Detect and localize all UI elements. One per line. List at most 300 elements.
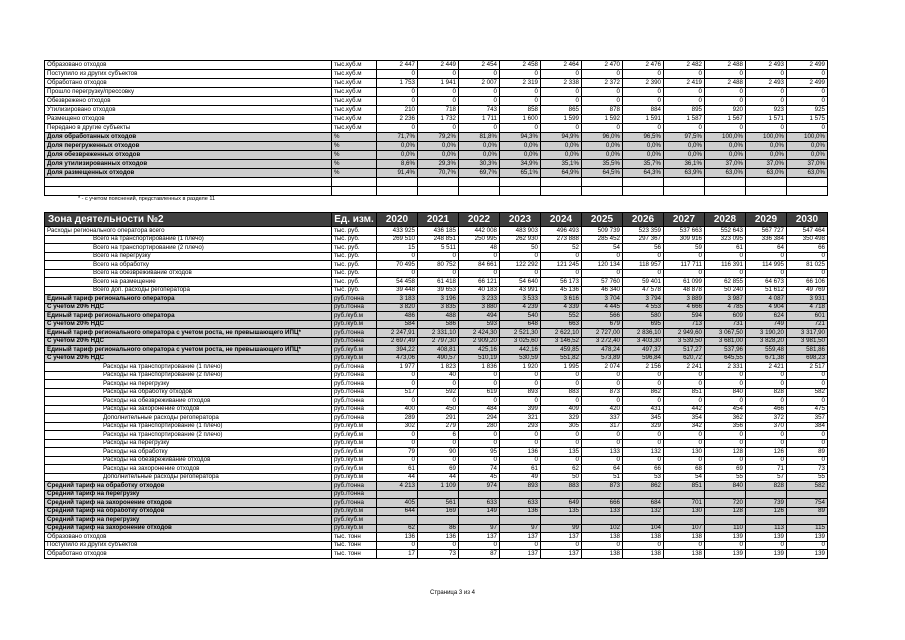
table-cell: 0 bbox=[500, 397, 541, 406]
table-cell: 0 bbox=[418, 97, 459, 106]
table-cell: 0 bbox=[705, 431, 746, 440]
table-cell: 645,55 bbox=[705, 354, 746, 363]
table-cell: 862 bbox=[623, 482, 664, 491]
table-cell: 62 bbox=[377, 524, 418, 533]
table-cell: 61 bbox=[377, 465, 418, 474]
table-cell: 37,0% bbox=[705, 160, 746, 169]
row-unit: руб./куб.м bbox=[332, 320, 377, 329]
table-cell: 3 533 bbox=[500, 295, 541, 304]
table-cell: 431 bbox=[623, 405, 664, 414]
table-cell: 73 bbox=[787, 465, 828, 474]
table-cell: 3 539,50 bbox=[664, 337, 705, 346]
table-row bbox=[45, 346, 828, 355]
table-cell: 137 bbox=[541, 533, 582, 542]
table-cell: 0 bbox=[582, 456, 623, 465]
table-cell: 878 bbox=[582, 106, 623, 115]
table-cell: 0 bbox=[459, 439, 500, 448]
table-cell: 0,0% bbox=[459, 151, 500, 160]
table-cell: 89 bbox=[787, 507, 828, 516]
row-label: Средний тариф на захоронение отходов bbox=[45, 524, 332, 533]
table-cell: 1 571 bbox=[746, 115, 787, 124]
table-cell: 0 bbox=[500, 380, 541, 389]
table-row bbox=[45, 286, 828, 295]
table-cell: 3 196 bbox=[418, 295, 459, 304]
table-cell: 62 855 bbox=[705, 278, 746, 287]
table-cell: 2 464 bbox=[541, 61, 582, 70]
table-cell bbox=[377, 187, 418, 196]
row-label bbox=[45, 178, 332, 187]
table-cell: 2 331 bbox=[705, 363, 746, 372]
table-row bbox=[45, 178, 828, 187]
table-cell: 4 239 bbox=[500, 303, 541, 312]
table-cell: 0 bbox=[377, 252, 418, 261]
table-cell: 409 bbox=[541, 405, 582, 414]
row-label: Всего на транспортирование (1 плечо) bbox=[45, 235, 332, 244]
table-cell: 0 bbox=[787, 252, 828, 261]
table-cell bbox=[664, 490, 705, 499]
table-cell: 293 bbox=[500, 422, 541, 431]
row-label: Расходы на перегрузку bbox=[45, 380, 332, 389]
table-cell: 64 bbox=[582, 465, 623, 474]
table-cell: 59 401 bbox=[623, 278, 664, 287]
table-cell: 0 bbox=[746, 252, 787, 261]
row-unit: тыс. тонн bbox=[332, 533, 377, 542]
table-cell: 56 bbox=[623, 244, 664, 253]
table-cell: 2 331,10 bbox=[418, 329, 459, 338]
table-cell: 0 bbox=[582, 371, 623, 380]
table-cell: 66 bbox=[787, 244, 828, 253]
table-cell: 2 241 bbox=[664, 363, 705, 372]
year-header: 2020 bbox=[377, 213, 418, 227]
row-label: Расходы на обработку отходов bbox=[45, 388, 332, 397]
table-cell: 601 bbox=[787, 312, 828, 321]
table-cell: 666 bbox=[582, 499, 623, 508]
table-cell: 64 bbox=[746, 244, 787, 253]
row-unit: % bbox=[332, 169, 377, 178]
table-cell: 302 bbox=[377, 422, 418, 431]
table-cell: 3 820 bbox=[377, 303, 418, 312]
table-row bbox=[45, 541, 828, 550]
row-unit: руб./тонна bbox=[332, 380, 377, 389]
table-cell: 865 bbox=[541, 106, 582, 115]
table-cell: 442 bbox=[664, 405, 705, 414]
table-cell: 0,0% bbox=[500, 151, 541, 160]
row-unit: тыс. руб. bbox=[332, 252, 377, 261]
table-row bbox=[45, 252, 828, 261]
table-cell bbox=[705, 187, 746, 196]
table-cell: 1 591 bbox=[623, 115, 664, 124]
table-cell: 96,0% bbox=[582, 133, 623, 142]
table-cell: 442 008 bbox=[459, 227, 500, 236]
table-row bbox=[45, 61, 828, 70]
table-cell: 0 bbox=[746, 269, 787, 278]
table-cell: 3 704 bbox=[582, 295, 623, 304]
table-row bbox=[45, 354, 828, 363]
row-unit: руб./тонна bbox=[332, 329, 377, 338]
table-cell: 925 bbox=[787, 106, 828, 115]
table-cell: 62 bbox=[541, 465, 582, 474]
table-cell: 0 bbox=[582, 269, 623, 278]
table-cell bbox=[418, 490, 459, 499]
table-cell: 3 146,52 bbox=[541, 337, 582, 346]
table-cell: 2 372 bbox=[582, 79, 623, 88]
row-unit bbox=[332, 187, 377, 196]
table-cell: 2 447 bbox=[377, 61, 418, 70]
table-cell bbox=[705, 516, 746, 525]
table-cell: 0 bbox=[787, 70, 828, 79]
table-row bbox=[45, 160, 828, 169]
table-cell: 3 616 bbox=[541, 295, 582, 304]
table-cell: 329 bbox=[541, 414, 582, 423]
table-cell: 15 bbox=[377, 244, 418, 253]
table-cell: 273 888 bbox=[541, 235, 582, 244]
table-cell: 1 836 bbox=[459, 363, 500, 372]
table-cell bbox=[664, 178, 705, 187]
table-cell: 100,0% bbox=[746, 133, 787, 142]
table-cell bbox=[787, 187, 828, 196]
table-cell bbox=[787, 178, 828, 187]
table-cell: 139 bbox=[787, 533, 828, 542]
table-cell: 582 bbox=[787, 388, 828, 397]
table-cell: 0 bbox=[664, 541, 705, 550]
table-cell bbox=[377, 516, 418, 525]
table-row bbox=[45, 312, 828, 321]
table-cell: 3 981,50 bbox=[787, 337, 828, 346]
table-cell: 136 bbox=[500, 507, 541, 516]
table-cell: 3 317,90 bbox=[787, 329, 828, 338]
table-cell: 29,3% bbox=[418, 160, 459, 169]
table-cell: 2 836,10 bbox=[623, 329, 664, 338]
table-cell: 1 599 bbox=[541, 115, 582, 124]
row-label: Дополнительные расходы регоператора bbox=[45, 473, 332, 482]
table-row bbox=[45, 490, 828, 499]
table-cell: 0 bbox=[418, 124, 459, 133]
table-cell: 2 156 bbox=[623, 363, 664, 372]
table-cell: 95 bbox=[459, 448, 500, 457]
table-cell: 459,85 bbox=[541, 346, 582, 355]
row-label: Расходы на транспортирование (1 плечо) bbox=[45, 363, 332, 372]
table-cell: 64 673 bbox=[746, 278, 787, 287]
table-cell: 113 bbox=[746, 524, 787, 533]
table-cell: 0 bbox=[500, 541, 541, 550]
table-cell: 0 bbox=[623, 252, 664, 261]
table-cell: 0 bbox=[582, 439, 623, 448]
table-cell: 43 991 bbox=[500, 286, 541, 295]
footnote: * - с учетом пояснений, представленных в разделе 11 bbox=[78, 196, 216, 202]
table-cell: 289 bbox=[377, 414, 418, 423]
table-cell: 169 bbox=[418, 507, 459, 516]
table-cell: 0 bbox=[746, 439, 787, 448]
row-unit: руб./куб.м bbox=[332, 507, 377, 516]
table-cell: 90 bbox=[418, 448, 459, 457]
table-cell: 357 bbox=[787, 414, 828, 423]
table-cell: 695 bbox=[623, 320, 664, 329]
table-cell: 754 bbox=[787, 499, 828, 508]
table-cell: 79,2% bbox=[418, 133, 459, 142]
table-cell: 2 493 bbox=[746, 79, 787, 88]
table-cell: 1 600 bbox=[500, 115, 541, 124]
table-cell bbox=[664, 187, 705, 196]
row-unit: руб./тонна bbox=[332, 405, 377, 414]
table-cell bbox=[582, 490, 623, 499]
table-cell: 0 bbox=[787, 439, 828, 448]
table-cell: 74 bbox=[459, 465, 500, 474]
table-row bbox=[45, 388, 828, 397]
table-cell: 44 bbox=[377, 473, 418, 482]
table-cell: 1 711 bbox=[459, 115, 500, 124]
table-cell: 701 bbox=[664, 499, 705, 508]
table-row bbox=[45, 269, 828, 278]
table-row bbox=[45, 244, 828, 253]
table-cell: 0 bbox=[664, 397, 705, 406]
table-cell: 2 470 bbox=[582, 61, 623, 70]
table-cell: 5 511 bbox=[418, 244, 459, 253]
waste-flow-table bbox=[44, 60, 828, 196]
table-cell: 0,0% bbox=[705, 151, 746, 160]
table-cell: 0 bbox=[459, 97, 500, 106]
table-cell: 0,0% bbox=[664, 151, 705, 160]
table-cell: 0 bbox=[787, 397, 828, 406]
table-cell: 48 bbox=[459, 244, 500, 253]
table-cell: 2 421 bbox=[746, 363, 787, 372]
table-cell: 0 bbox=[787, 541, 828, 550]
row-label: Обработано отходов bbox=[45, 79, 332, 88]
table-cell: 55 bbox=[787, 473, 828, 482]
row-unit: руб./тонна bbox=[332, 414, 377, 423]
table-row bbox=[45, 151, 828, 160]
table-row bbox=[45, 337, 828, 346]
table-row bbox=[45, 465, 828, 474]
table-cell: 4 666 bbox=[664, 303, 705, 312]
table-cell: 65,1% bbox=[500, 169, 541, 178]
row-unit: % bbox=[332, 142, 377, 151]
table-cell: 69 bbox=[418, 465, 459, 474]
table-cell: 0 bbox=[377, 541, 418, 550]
row-label: Доля размещенных отходов bbox=[45, 169, 332, 178]
table-cell: 8,6% bbox=[377, 160, 418, 169]
table-cell: 2 517 bbox=[787, 363, 828, 372]
table-cell: 3 889 bbox=[664, 295, 705, 304]
table-cell: 420 bbox=[582, 405, 623, 414]
table-cell: 884 bbox=[623, 106, 664, 115]
table-cell: 509 739 bbox=[582, 227, 623, 236]
table-cell: 0 bbox=[377, 97, 418, 106]
row-unit: руб./тонна bbox=[332, 363, 377, 372]
table-cell: 138 bbox=[623, 533, 664, 542]
table-cell bbox=[623, 187, 664, 196]
table-row bbox=[45, 482, 828, 491]
row-unit: руб./куб.м bbox=[332, 473, 377, 482]
table-cell: 321 bbox=[500, 414, 541, 423]
table-cell: 0 bbox=[787, 269, 828, 278]
table-row bbox=[45, 524, 828, 533]
table-cell: 0 bbox=[623, 88, 664, 97]
table-cell: 584 bbox=[377, 320, 418, 329]
table-cell: 0 bbox=[705, 371, 746, 380]
row-unit: руб./куб.м bbox=[332, 465, 377, 474]
table-cell: 537,96 bbox=[705, 346, 746, 355]
table-row bbox=[45, 227, 828, 236]
table-cell: 2 319 bbox=[500, 79, 541, 88]
table-cell: 473,06 bbox=[377, 354, 418, 363]
table-cell: 3 403,30 bbox=[623, 337, 664, 346]
table-row bbox=[45, 235, 828, 244]
table-cell: 17 bbox=[377, 550, 418, 559]
row-unit: тыс.куб.м bbox=[332, 115, 377, 124]
table-cell: 858 bbox=[500, 106, 541, 115]
table-cell: 2 338 bbox=[541, 79, 582, 88]
table-cell: 593 bbox=[459, 320, 500, 329]
table-cell: 102 bbox=[582, 524, 623, 533]
table-cell: 294 bbox=[459, 414, 500, 423]
table-cell: 0 bbox=[582, 541, 623, 550]
table-row bbox=[45, 550, 828, 559]
row-unit: руб./тонна bbox=[332, 303, 377, 312]
table-cell: 2 949,60 bbox=[664, 329, 705, 338]
table-row bbox=[45, 133, 828, 142]
table-cell: 0,0% bbox=[664, 142, 705, 151]
table-cell bbox=[418, 516, 459, 525]
table-cell: 893 bbox=[500, 482, 541, 491]
table-cell: 496 493 bbox=[541, 227, 582, 236]
table-cell bbox=[459, 187, 500, 196]
row-unit: руб./куб.м bbox=[332, 346, 377, 355]
row-label: Доля обезвреженных отходов bbox=[45, 151, 332, 160]
table-cell bbox=[500, 516, 541, 525]
table-cell: 0 bbox=[377, 439, 418, 448]
table-cell: 40 bbox=[418, 371, 459, 380]
table-cell: 497,37 bbox=[623, 346, 664, 355]
table-cell: 2 909,20 bbox=[459, 337, 500, 346]
table-cell: 851 bbox=[664, 482, 705, 491]
table-row bbox=[45, 448, 828, 457]
table-cell: 59 bbox=[664, 244, 705, 253]
table-row bbox=[45, 397, 828, 406]
table-cell: 337 bbox=[582, 414, 623, 423]
table-row bbox=[45, 422, 828, 431]
table-cell: 0 bbox=[623, 380, 664, 389]
table-cell: 61 418 bbox=[418, 278, 459, 287]
table-cell: 4 718 bbox=[787, 303, 828, 312]
table-cell: 132 bbox=[623, 448, 664, 457]
table-cell: 840 bbox=[705, 388, 746, 397]
table-cell: 454 bbox=[705, 405, 746, 414]
table-cell: 436 185 bbox=[418, 227, 459, 236]
table-cell: 68 bbox=[664, 465, 705, 474]
table-cell: 279 bbox=[418, 422, 459, 431]
table-cell: 0 bbox=[377, 397, 418, 406]
table-cell: 63,0% bbox=[746, 169, 787, 178]
table-cell: 0,0% bbox=[746, 142, 787, 151]
table-cell: 354 bbox=[664, 414, 705, 423]
table-cell: 0 bbox=[541, 97, 582, 106]
table-cell: 91,4% bbox=[377, 169, 418, 178]
table-cell: 0 bbox=[664, 124, 705, 133]
row-unit: тыс.куб.м bbox=[332, 88, 377, 97]
table-cell: 115 bbox=[787, 524, 828, 533]
row-unit: руб./куб.м bbox=[332, 354, 377, 363]
table-cell: 139 bbox=[746, 533, 787, 542]
table-cell: 0 bbox=[623, 431, 664, 440]
table-cell: 0 bbox=[787, 456, 828, 465]
table-cell: 63,9% bbox=[664, 169, 705, 178]
table-cell: 596,84 bbox=[623, 354, 664, 363]
table-cell: 56 173 bbox=[541, 278, 582, 287]
table-cell: 71 bbox=[746, 465, 787, 474]
table-cell: 139 bbox=[705, 550, 746, 559]
table-cell: 648 bbox=[500, 320, 541, 329]
table-row bbox=[45, 278, 828, 287]
table-cell: 0 bbox=[705, 397, 746, 406]
row-label: Всего на транспортирование (2 плечо) bbox=[45, 244, 332, 253]
table-cell: 862 bbox=[623, 388, 664, 397]
table-cell: 582 bbox=[787, 482, 828, 491]
table-row bbox=[45, 320, 828, 329]
table-cell: 133 bbox=[582, 507, 623, 516]
row-unit: руб./тонна bbox=[332, 371, 377, 380]
table-cell: 1 567 bbox=[705, 115, 746, 124]
table-cell: 0 bbox=[418, 70, 459, 79]
table-cell bbox=[705, 490, 746, 499]
table-cell: 0 bbox=[746, 541, 787, 550]
table-cell: 362 bbox=[705, 414, 746, 423]
table-cell: 0 bbox=[664, 456, 705, 465]
row-unit: тыс.куб.м bbox=[332, 124, 377, 133]
table-cell: 405 bbox=[377, 499, 418, 508]
table-cell: 0 bbox=[541, 88, 582, 97]
table-row bbox=[45, 439, 828, 448]
table-cell: 0 bbox=[459, 371, 500, 380]
table-cell: 81 025 bbox=[787, 261, 828, 270]
table-cell: 133 bbox=[582, 448, 623, 457]
table-cell: 0 bbox=[418, 456, 459, 465]
table-cell: 0 bbox=[746, 88, 787, 97]
table-cell: 86 bbox=[418, 524, 459, 533]
table-cell: 0,0% bbox=[500, 142, 541, 151]
table-cell: 54 458 bbox=[377, 278, 418, 287]
table-cell: 73 bbox=[418, 550, 459, 559]
row-unit: % bbox=[332, 160, 377, 169]
table-cell: 0 bbox=[582, 97, 623, 106]
row-label: Поступило из других субъектов bbox=[45, 541, 332, 550]
table-cell: 0 bbox=[787, 97, 828, 106]
table-cell bbox=[459, 178, 500, 187]
table-cell: 828 bbox=[746, 388, 787, 397]
table-cell: 400 bbox=[377, 405, 418, 414]
zone-title: Зона деятельности №2 bbox=[45, 213, 332, 227]
row-label: Средний тариф на обработку отходов bbox=[45, 482, 332, 491]
table-row bbox=[45, 414, 828, 423]
table-cell: 2 797,30 bbox=[418, 337, 459, 346]
row-label: Расходы на транспортирование (2 плечо) bbox=[45, 431, 332, 440]
row-unit: руб./куб.м bbox=[332, 431, 377, 440]
table-row bbox=[45, 97, 828, 106]
table-cell: 1 753 bbox=[377, 79, 418, 88]
table-cell: 309 916 bbox=[664, 235, 705, 244]
table-cell: 0 bbox=[377, 269, 418, 278]
unit-header: Ед. изм. bbox=[332, 213, 377, 227]
table-cell: 731 bbox=[705, 320, 746, 329]
table-cell: 269 510 bbox=[377, 235, 418, 244]
table-cell: 2 488 bbox=[705, 79, 746, 88]
table-cell: 2 488 bbox=[705, 61, 746, 70]
table-cell: 517,27 bbox=[664, 346, 705, 355]
table-cell: 0 bbox=[500, 97, 541, 106]
table-cell: 0 bbox=[746, 397, 787, 406]
table-cell: 50 240 bbox=[705, 286, 746, 295]
table-cell: 0 bbox=[377, 456, 418, 465]
table-cell bbox=[459, 490, 500, 499]
